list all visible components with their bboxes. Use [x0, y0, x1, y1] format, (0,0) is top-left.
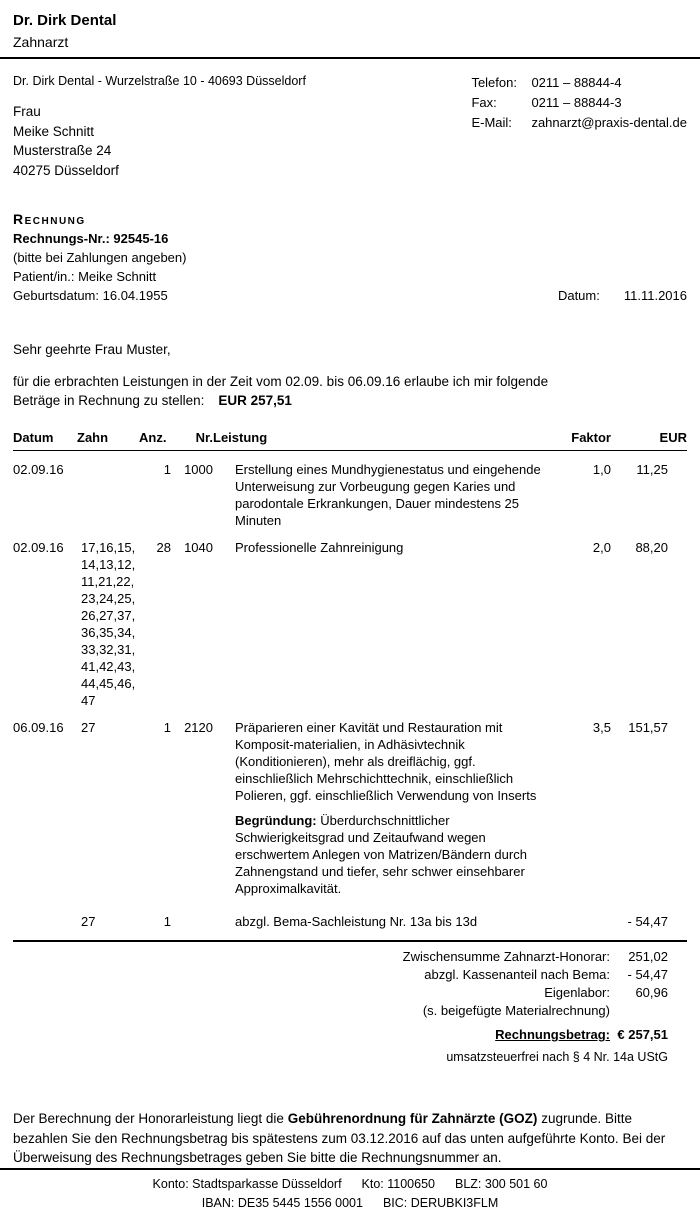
cell-leistung: [213, 709, 557, 897]
deduction-row: [13, 966, 687, 984]
birthdate-value: 16.04.1955: [102, 288, 168, 303]
invoice-number-value: 92545-16: [113, 231, 169, 246]
subtotal-value: 251,02: [628, 949, 668, 964]
contact-fax-row: [471, 93, 687, 113]
cell-datum: 06.09.16: [13, 720, 64, 735]
totals-divider: [13, 940, 687, 942]
col-header-datum: Datum: [13, 430, 77, 451]
fax-value: 0211 – 88844-3: [531, 95, 622, 110]
invoice-number-label: Rechnungs-Nr.:: [13, 231, 110, 246]
phone-label: Telefon:: [471, 75, 517, 90]
table-row: [13, 709, 687, 897]
justification-label: Begründung:: [235, 813, 317, 828]
bank-footer: [13, 1168, 687, 1211]
cell-eur: 151,57: [628, 720, 668, 735]
cell-nr: [177, 897, 213, 930]
invoice-date-label: Datum:: [557, 288, 600, 303]
bank-konto: Konto: Stadtsparkasse Düsseldorf: [152, 1176, 342, 1191]
cell-nr: 1000: [184, 462, 213, 477]
goz-reference: Gebührenordnung für Zahnärzte (GOZ): [287, 1111, 538, 1126]
totals-section: [13, 948, 687, 1065]
cell-nr: 1040: [184, 540, 213, 555]
cell-leistung: Professionelle Zahnreinigung: [235, 540, 404, 555]
col-header-faktor: Faktor: [557, 430, 611, 451]
contact-email-row: [471, 113, 687, 133]
cell-anz: 1: [163, 914, 171, 929]
patient-line: [13, 267, 687, 286]
deduction-value: - 54,47: [627, 967, 668, 982]
lab-row: [13, 984, 687, 1002]
cell-zahn: 27: [81, 720, 96, 735]
phone-value: 0211 – 88844-4: [531, 75, 622, 90]
address-column: [13, 73, 306, 180]
invoice-title: Rechnung: [13, 211, 86, 227]
cell-eur: 88,20: [635, 540, 668, 555]
patient-value: Meike Schnitt: [78, 269, 157, 284]
intro-text: für die erbrachten Leistungen in der Zeit vom 02.09. bis 06.09.16 erlaube ich mir folgende Beträge in Rechnung zu stellen:: [13, 374, 549, 408]
grand-total-row: [13, 1026, 687, 1044]
invoice-meta: [13, 210, 687, 305]
recipient-street: Musterstraße 24: [13, 143, 112, 158]
salutation-line: Sehr geehrte Frau Muster,: [13, 342, 171, 357]
subtotal-label: Zwischensumme Zahnarzt-Honorar:: [402, 949, 610, 964]
cell-eur: 11,25: [636, 462, 668, 477]
birthdate-group: [13, 286, 168, 305]
invoice-number-line: [13, 229, 687, 248]
email-value: zahnarzt@praxis-dental.de: [531, 115, 687, 130]
bank-iban: IBAN: DE35 5445 1556 0001: [201, 1195, 363, 1210]
address-contact-row: [13, 73, 687, 180]
intro-total-amount: EUR 257,51: [218, 393, 292, 408]
bank-line-1: [13, 1176, 687, 1192]
material-note-row: [13, 1002, 687, 1020]
cell-zahn: 17,16,15, 14,13,12, 11,21,22, 23,24,25, 26,27,37, 36,35,34, 33,32,31, 41,42,43, 44,45,46, 47: [81, 540, 136, 708]
bank-bic: BIC: DERUBKI3FLM: [382, 1195, 499, 1210]
cell-zahn: [77, 451, 139, 530]
item-description: Präparieren einer Kavität und Restauration mit Komposit-materialien, in Adhäsivtechnik (Konditionieren), mehr als dreiflächig, ggf. einschließlich Mehrschichttechnik, einschließlich Polieren, ggf. einschließlich Verwendung von Inserts: [235, 720, 537, 803]
cell-zahn: 27: [81, 914, 96, 929]
recipient-name: Meike Schnitt: [13, 123, 95, 139]
line-items-table: [13, 430, 687, 930]
deduction-label: abzgl. Kassenanteil nach Bema:: [424, 967, 610, 982]
cell-eur: - 54,47: [627, 914, 668, 929]
table-row: [13, 529, 687, 709]
birthdate-label: Geburtsdatum:: [13, 288, 99, 303]
contact-phone-row: [471, 73, 687, 93]
bank-blz: BLZ: 300 501 60: [455, 1176, 548, 1191]
recipient-city: 40275 Düsseldorf: [13, 162, 119, 178]
cell-datum: 02.09.16: [13, 462, 64, 477]
cell-datum: 02.09.16: [13, 540, 64, 555]
invoice-date-value: 11.11.2016: [623, 288, 687, 303]
cell-nr: 2120: [184, 720, 213, 735]
cell-faktor: 1,0: [592, 462, 611, 477]
col-header-zahn: Zahn: [77, 430, 139, 451]
recipient-address: [13, 102, 306, 180]
tax-exemption-note: umsatzsteuerfrei nach § 4 Nr. 14a UStG: [446, 1050, 668, 1064]
bank-kto: Kto: 1100650: [361, 1176, 435, 1191]
item-justification: [235, 812, 557, 897]
lab-value: 60,96: [635, 985, 668, 1000]
grand-total-value: € 257,51: [617, 1027, 668, 1042]
table-row: [13, 451, 687, 530]
col-header-anz: Anz.: [139, 430, 177, 451]
cell-faktor: [557, 897, 611, 930]
patient-label: Patient/in.:: [13, 269, 75, 284]
justification-text: Überdurchschnittlicher Schwierigkeitsgrad und Zeitaufwand wegen erschwertem Anlegen von Matrizen/Bändern durch Zahnengstand und tiefer, sehr schwer einsehbarer Approximalkavität.: [235, 813, 527, 896]
material-note-label: (s. beigefügte Materialrechnung): [422, 1003, 610, 1018]
cell-leistung: Erstellung eines Mundhygienestatus und eingehende Unterweisung zur Vorbeugung gegen Karies und parodontale Erkrankungen, Dauer mindestens 25 Minuten: [235, 462, 541, 528]
practice-subtitle: Zahnarzt: [13, 34, 69, 50]
cell-faktor: 2,0: [592, 540, 611, 555]
cell-leistung: abzgl. Bema-Sachleistung Nr. 13a bis 13d: [235, 914, 478, 929]
col-header-leistung: Leistung: [213, 430, 557, 451]
material-note-value: [610, 1002, 668, 1020]
practice-name: Dr. Dirk Dental: [13, 12, 117, 29]
sender-return-line: Dr. Dirk Dental - Wurzelstraße 10 - 40693 Düsseldorf: [13, 74, 306, 88]
recipient-salutation: Frau: [13, 104, 41, 119]
cell-faktor: 3,5: [592, 720, 611, 735]
invoice-number-note: (bitte bei Zahlungen angeben): [13, 250, 187, 265]
fax-label: Fax:: [471, 95, 497, 110]
intro-paragraph: [13, 372, 593, 410]
payment-instructions: [13, 1109, 687, 1168]
contact-block: [471, 73, 687, 133]
lab-label: Eigenlabor:: [544, 985, 610, 1000]
subtotal-row: [13, 948, 687, 966]
birthdate-date-line: [13, 286, 687, 305]
email-label: E-Mail:: [471, 115, 512, 130]
col-header-nr: Nr.: [177, 430, 213, 451]
invoice-date-group: [558, 286, 687, 305]
payment-text-after: zugrunde. Bitte bezahlen Sie den Rechnungsbetrag bis spätestens zum 03.12.2016 auf das unten aufgeführte Konto. Bei der Überweisung des Rechnungsbetrages geben Sie bitte die Rechnungsnummer an.: [13, 1111, 666, 1165]
table-row-deduction: [13, 897, 687, 930]
grand-total-label: Rechnungsbetrag:: [495, 1027, 610, 1042]
letterhead: [13, 10, 687, 51]
bank-line-2: [13, 1195, 687, 1211]
cell-anz: 1: [163, 720, 171, 735]
cell-anz: 1: [163, 462, 171, 477]
footer-divider: [0, 1168, 700, 1170]
cell-anz: 28: [156, 540, 171, 555]
payment-text-before: Der Berechnung der Honorarleistung liegt die: [13, 1111, 284, 1126]
letterhead-divider: [0, 57, 700, 59]
table-header-row: [13, 430, 687, 451]
col-header-eur: EUR: [611, 430, 687, 451]
cell-datum: [13, 897, 77, 930]
